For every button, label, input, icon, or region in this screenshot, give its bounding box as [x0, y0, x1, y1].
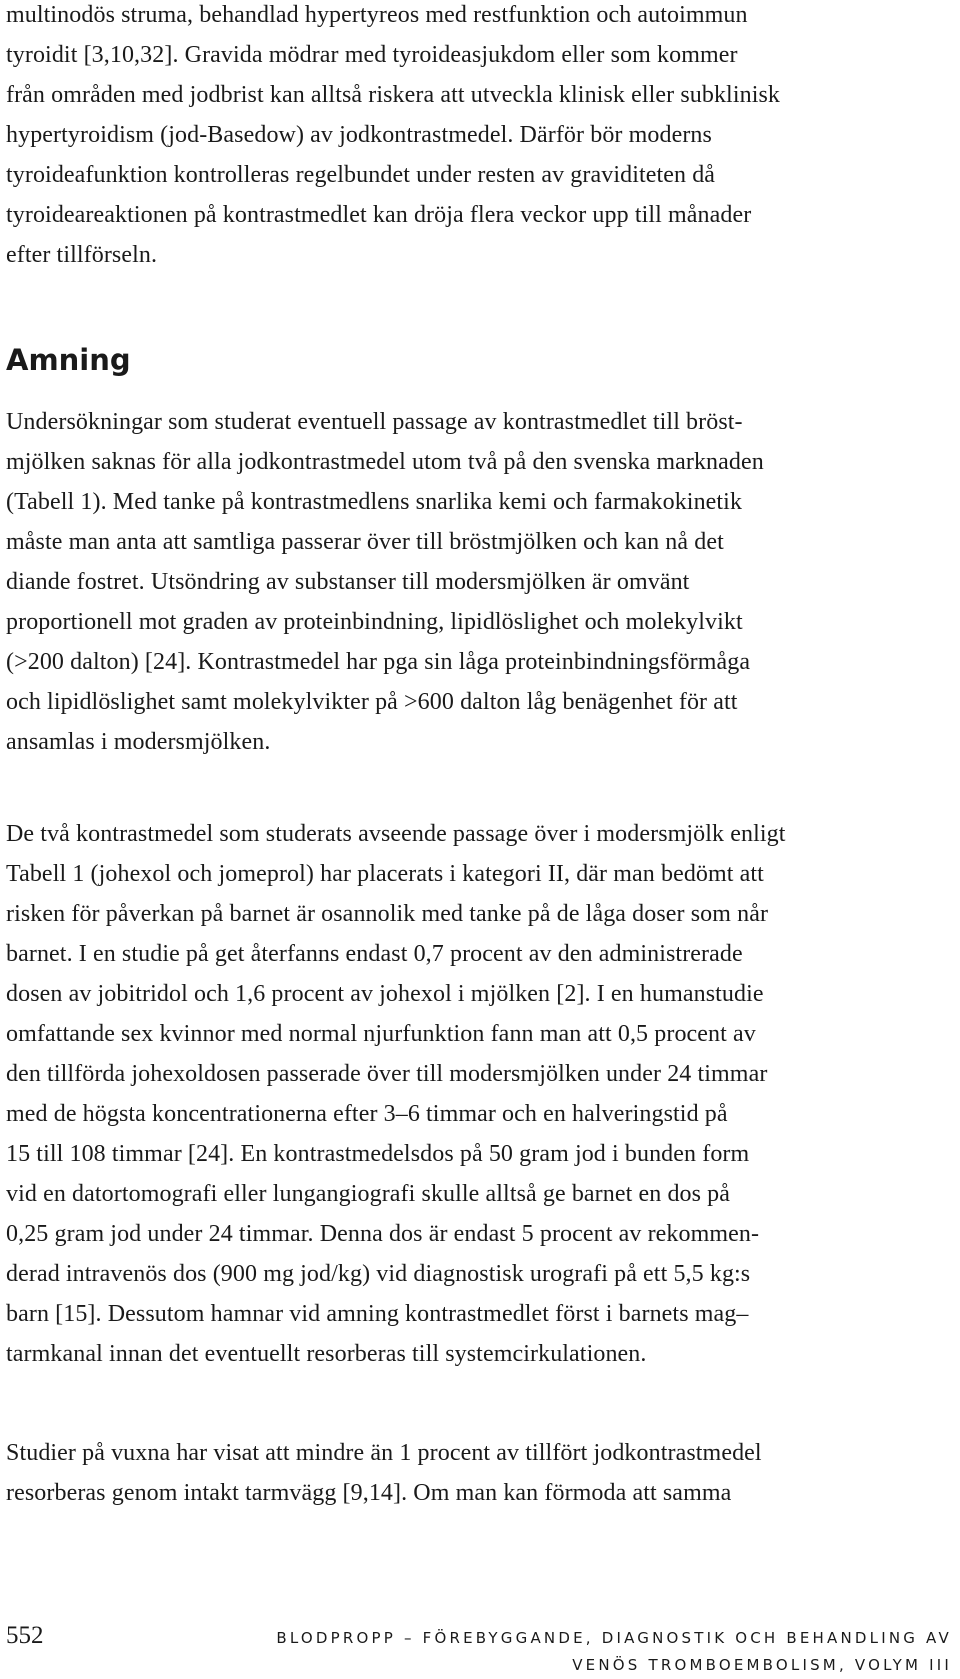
text-line: (Tabell 1). Med tanke på kontrastmedlens snarlika kemi och farmakokinetik [6, 489, 743, 515]
text-line: från områden med jodbrist kan alltså riskera att utveckla klinisk eller subklinisk [6, 82, 780, 108]
text-line: multinodös struma, behandlad hypertyreos med restfunktion och autoimmun [6, 2, 748, 28]
text-line: måste man anta att samtliga passerar över till bröstmjölken och kan nå det [6, 529, 724, 555]
text-line: Studier på vuxna har visat att mindre än 1 procent av tillfört jodkontrastmedel [6, 1440, 762, 1466]
text-line: tarmkanal innan det eventuellt resorberas till systemcirkulationen. [6, 1341, 647, 1367]
text-line: tyroideareaktionen på kontrastmedlet kan dröja flera veckor upp till månader [6, 202, 752, 228]
text-line: derad intravenös dos (900 mg jod/kg) vid diagnostisk urografi på ett 5,5 kg:s [6, 1261, 751, 1287]
text-line: resorberas genom intakt tarmvägg [9,14]. Om man kan förmoda att samma [6, 1480, 732, 1506]
text-line: Tabell 1 (johexol och jomeprol) har placerats i kategori II, där man bedömt att [6, 861, 764, 887]
text-line: vid en datortomografi eller lungangiografi skulle alltså ge barnet en dos på [6, 1181, 731, 1207]
text-line: risken för påverkan på barnet är osannolik med tanke på de låga doser som når [6, 901, 769, 927]
text-line: tyroideafunktion kontrolleras regelbundet under resten av graviditeten då [6, 162, 716, 188]
text-line: 0,25 gram jod under 24 timmar. Denna dos är endast 5 procent av rekommen- [6, 1221, 760, 1247]
running-title-line-1: BLODPROPP – FÖREBYGGANDE, DIAGNOSTIK OCH BEHANDLING AV [276, 1629, 952, 1647]
text-line: barn [15]. Dessutom hamnar vid amning kontrastmedlet först i barnets mag– [6, 1301, 749, 1327]
text-line: den tillförda johexoldosen passerade över till modersmjölken under 24 timmar [6, 1061, 768, 1087]
text-line: dosen av jobitridol och 1,6 procent av johexol i mjölken [2]. I en humanstudie [6, 981, 764, 1007]
amning-paragraph-1 [6, 402, 764, 762]
text-line: hypertyroidism (jod-Basedow) av jodkontrastmedel. Därför bör moderns [6, 122, 712, 148]
text-line: barnet. I en studie på get återfanns endast 0,7 procent av den administrerade [6, 941, 743, 967]
text-line: tyroidit [3,10,32]. Gravida mödrar med tyroideasjukdom eller som kommer [6, 42, 738, 68]
text-line: proportionell mot graden av proteinbindning, lipidlöslighet och molekylvikt [6, 609, 743, 635]
intro-paragraph [6, 0, 780, 275]
page-number: 552 [6, 1622, 44, 1649]
text-line: (>200 dalton) [24]. Kontrastmedel har pga sin låga proteinbindningsförmåga [6, 649, 751, 675]
text-line: med de högsta koncentrationerna efter 3–6 timmar och en halveringstid på [6, 1101, 728, 1127]
text-line: mjölken saknas för alla jodkontrastmedel utom två på den svenska marknaden [6, 449, 764, 475]
text-line: De två kontrastmedel som studerats avseende passage över i modersmjölk enligt [6, 821, 786, 847]
text-line: omfattande sex kvinnor med normal njurfunktion fann man att 0,5 procent av [6, 1021, 756, 1047]
section-heading: Amning [6, 343, 131, 377]
running-title [276, 1625, 952, 1679]
text-line: Undersökningar som studerat eventuell passage av kontrastmedlet till bröst- [6, 409, 743, 435]
page-footer [0, 1617, 960, 1675]
amning-paragraph-2 [6, 814, 786, 1374]
text-line: ansamlas i modersmjölken. [6, 729, 271, 755]
text-line: 15 till 108 timmar [24]. En kontrastmedelsdos på 50 gram jod i bunden form [6, 1141, 750, 1167]
amning-paragraph-3 [6, 1433, 762, 1513]
text-line: och lipidlöslighet samt molekylvikter på >600 dalton låg benägenhet för att [6, 689, 738, 715]
text-line: diande fostret. Utsöndring av substanser till modersmjölken är omvänt [6, 569, 690, 595]
running-title-line-2: VENÖS TROMBOEMBOLISM, VOLYM III [572, 1656, 952, 1674]
text-line: efter tillförseln. [6, 242, 158, 268]
